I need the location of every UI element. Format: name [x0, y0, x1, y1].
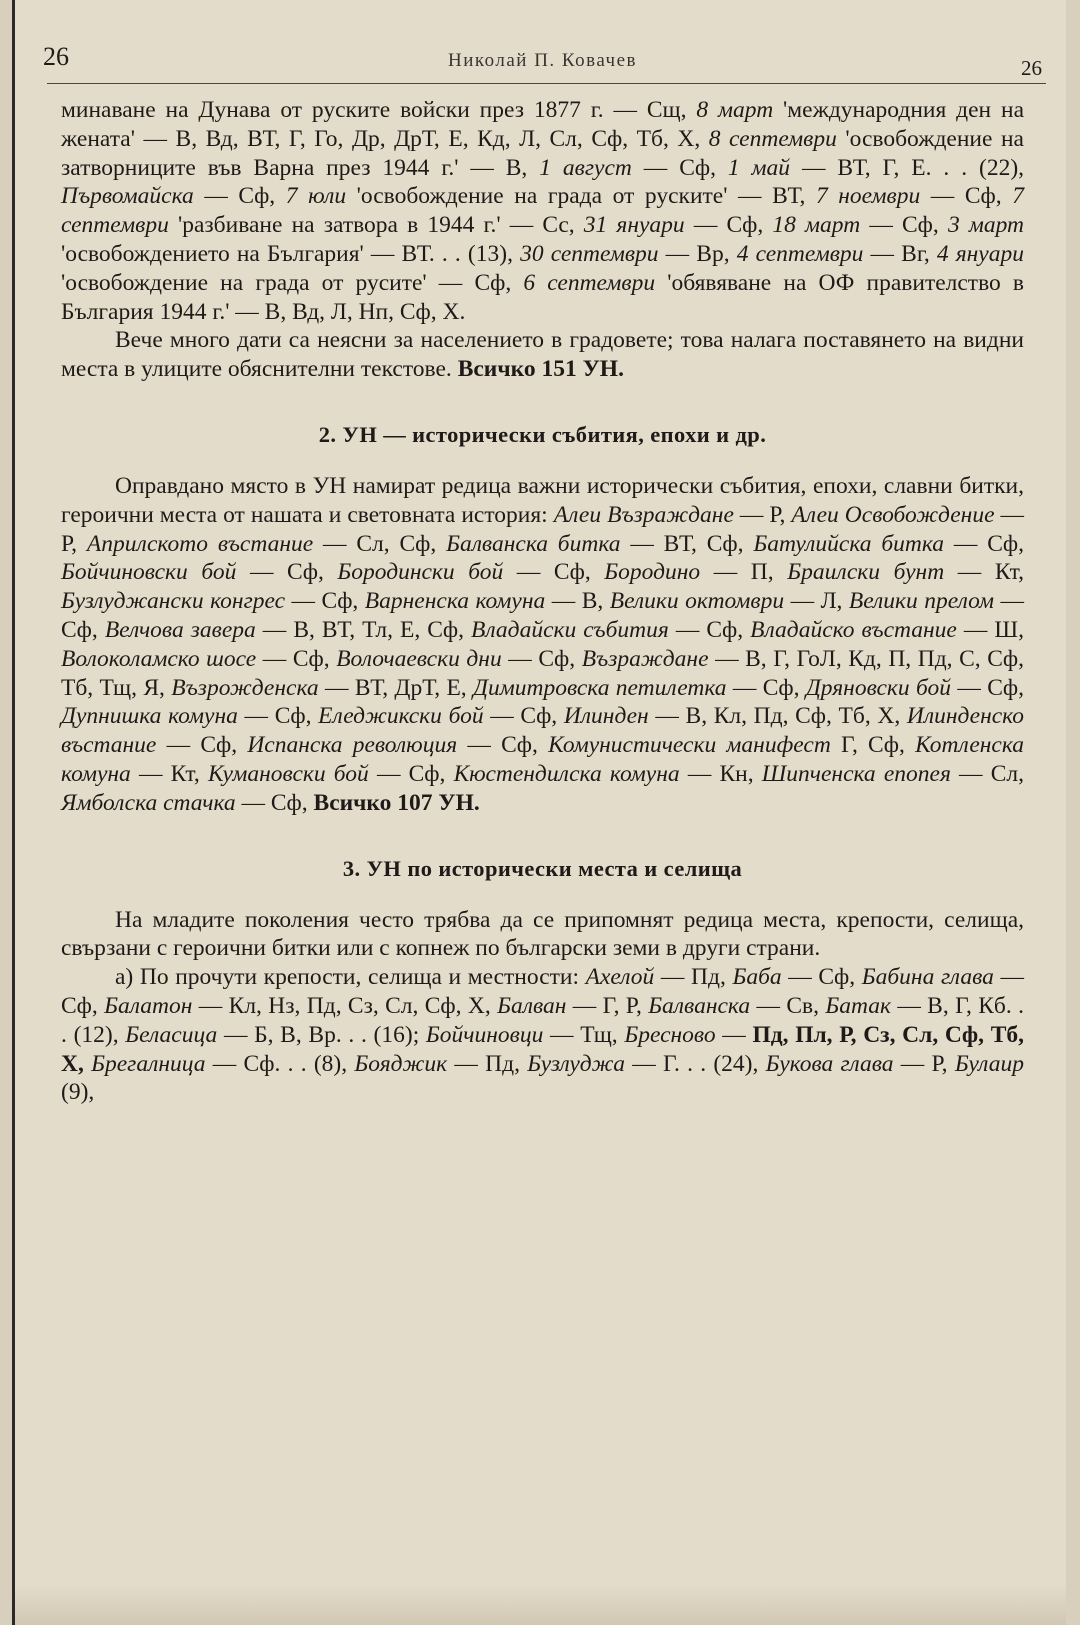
page-number-left: 26 — [43, 42, 69, 71]
header-rule — [47, 83, 1046, 84]
italic-term: 1 август — [539, 154, 632, 181]
text-run: — Сф, — [631, 154, 728, 181]
text-run: — Г, Р, — [566, 992, 649, 1019]
page-number-right: 26 — [1021, 56, 1042, 80]
italic-term: Кумановски бой — [207, 760, 369, 787]
italic-term: Бородино — [604, 559, 701, 586]
text-run: 'обявяване на ОФ правителство в България 1944 г.' — В, Вд, Л, Нп, Сф, Х. — [61, 269, 1024, 325]
text-run: — Сф, — [920, 183, 1013, 210]
italic-term: Балван — [497, 992, 567, 1019]
italic-term: Възраждане — [581, 645, 709, 672]
text-run: — В, Г, ГоЛ, Кд, П, Пд, С, Сф, Тб, Тщ, Я, — [61, 645, 1024, 701]
italic-term: Алеи Възраждане — [553, 501, 734, 528]
text-run: — Р, — [893, 1050, 955, 1077]
text-run: — Сф, — [193, 183, 286, 210]
text-run: 'освобождение на затворниците във Варна през 1944 г.' — В, — [61, 125, 1024, 181]
italic-term: Възрожденска — [171, 674, 319, 701]
text-run: — Сф, — [156, 732, 248, 759]
italic-term: 8 септември — [708, 125, 837, 152]
italic-term: Батак — [825, 992, 891, 1019]
bold-text: Всичко 107 УН. — [313, 789, 480, 816]
text-run: (9), — [61, 1079, 95, 1106]
italic-term: 18 март — [772, 212, 861, 239]
italic-term: Владайско въстание — [750, 616, 957, 643]
running-head-author: Николай П. Ковачев — [447, 50, 638, 71]
italic-term: Котленска комуна — [61, 732, 1025, 787]
text-run: — В, Г, Кб. . . (12), — [61, 992, 1024, 1048]
italic-term: 30 септември — [520, 240, 659, 267]
italic-term: Батулийска битка — [753, 530, 945, 557]
italic-term: 3 март — [947, 212, 1024, 239]
italic-term: Комунистически манифест — [548, 732, 831, 759]
section-heading-historical-events: 2. УН — исторически събития, епохи и др. — [318, 421, 767, 447]
italic-term: Брегалница — [91, 1050, 206, 1077]
italic-term: Бояджик — [354, 1050, 448, 1077]
text-run: — ВТ, ДрТ, Е, — [318, 674, 474, 701]
text-run: 'освобождение на града от русите' — Сф, — [61, 269, 524, 296]
text-run: — Сф, — [860, 212, 948, 239]
italic-term: Бузлуджански конгрес — [61, 588, 286, 615]
text-run: — Тщ, — [543, 1021, 625, 1048]
italic-term: 4 септември — [736, 240, 864, 267]
text-run: — ВТ, Сф, — [620, 530, 754, 557]
text-run: — Сф, — [944, 530, 1024, 557]
italic-term: Кюстендилска комуна — [453, 760, 680, 787]
text-run: — Сф, — [457, 732, 549, 759]
text-run: — Сф, — [236, 559, 338, 586]
italic-term: Първомайска — [61, 183, 194, 210]
text-run: минаване на Дунава от руските войски през 1877 г. — Сщ, — [61, 97, 697, 123]
paragraph-fortresses-list — [61, 963, 1024, 1107]
text-run: — Сф, — [726, 674, 806, 701]
paragraph-dates-list — [61, 96, 1024, 326]
text-run: — Л, — [784, 588, 849, 615]
italic-term: 6 септември — [523, 269, 656, 296]
italic-term: Велчова завера — [104, 616, 256, 643]
bold-text: Всичко 151 УН. — [457, 356, 624, 383]
italic-term: Браилски бунт — [787, 559, 945, 586]
book-page — [12, 0, 1066, 1625]
text-run: — Сф, — [501, 645, 582, 672]
paragraph-places-intro — [61, 906, 1024, 964]
italic-term: Димитровска петилетка — [473, 674, 727, 701]
text-run: Г, Сф, — [830, 732, 916, 759]
text-run: — Б, В, Вр. . . (16); — [217, 1021, 426, 1048]
text-run: — Р, — [733, 501, 792, 528]
text-run: — Св, — [750, 992, 826, 1019]
text-run: — ВТ, Г, Е. . . (22), — [790, 154, 1025, 181]
text-run: — Пд, — [447, 1050, 528, 1077]
text-run: 'освобождението на България' — ВТ. . . (13), — [61, 240, 521, 267]
text-run: — Пд, — [654, 964, 733, 991]
text-run: — Сф, — [668, 616, 751, 643]
text-run: — Сл, Сф, — [313, 530, 447, 557]
italic-term: 31 януари — [583, 212, 685, 239]
text-run: — Вр, — [658, 240, 737, 267]
text-run: — Кт, — [130, 760, 208, 787]
text-run: — Сф, — [684, 212, 773, 239]
italic-term: Бородински бой — [337, 559, 504, 586]
text-run: — Сф, — [503, 559, 605, 586]
bold-text: Пд, Пл, Р, Сз, Сл, Сф, Тб, Х, — [61, 1021, 1024, 1077]
italic-term: 7 ноември — [815, 183, 921, 210]
italic-term: Велики прелом — [848, 588, 995, 615]
italic-term: 8 март — [696, 97, 774, 123]
italic-term: Бойчиновци — [425, 1021, 544, 1048]
italic-term: 4 януари — [936, 240, 1024, 267]
italic-term: Балванска — [648, 992, 751, 1019]
text-run: — Ш, — [956, 616, 1025, 643]
italic-term: Булаир — [954, 1050, 1024, 1077]
italic-term: Бойчиновски бой — [61, 559, 237, 586]
text-run: — Р, — [61, 501, 1025, 557]
text-run: — Сф, — [285, 588, 365, 615]
text-run: — — [715, 1021, 753, 1048]
text-run: — Кл, Нз, Пд, Сз, Сл, Сф, Х, — [192, 992, 498, 1019]
italic-term: Балатон — [104, 992, 193, 1019]
section-heading-historical-places: 3. УН по исторически места и селища — [342, 855, 743, 881]
page-header — [43, 38, 1042, 82]
text-run: — Сл, — [950, 760, 1024, 787]
italic-term: Ахелой — [585, 964, 655, 991]
italic-term: Априлското въстание — [86, 530, 314, 557]
italic-term: Шипченска епопея — [761, 760, 951, 787]
italic-term: Букова глава — [765, 1050, 894, 1077]
text-run: — Кт, — [944, 559, 1024, 586]
text-run: — Сф, — [781, 964, 862, 991]
text-run: — Сф, — [61, 588, 1024, 643]
text-run: — Сф, — [951, 674, 1024, 701]
italic-term: Велики октомври — [609, 588, 785, 615]
text-run: 'международния ден на жената' — В, Вд, ВТ, Г, Го, Др, ДрТ, Е, Кд, Л, Сл, Сф, Тб, Х, — [61, 97, 1024, 152]
text-run: 'разбиване на затвора в 1944 г.' — Сс, — [168, 212, 584, 239]
text-run: На младите поколения често трябва да се припомнят редица места, крепости, селища, свързани с героични битки или с копнеж по български земи в други страни. — [61, 906, 1024, 962]
text-run: а) По прочути крепости, селища и местности: — [115, 964, 586, 991]
paragraph-historical-events — [61, 472, 1024, 818]
italic-term: Еледжикски бой — [318, 703, 484, 730]
italic-term: Варненска комуна — [364, 588, 546, 615]
page-body — [61, 96, 1024, 1107]
text-run: Вече много дати са неясни за населението в градовете; това налага поставянето на видни места в улиците обяснителни текстове. — [61, 327, 1024, 383]
text-run: Оправдано място в УН намират редица важни исторически събития, епохи, славни битки, героични места от нашата и световната история: — [61, 472, 1024, 528]
italic-term: Баба — [732, 964, 782, 991]
italic-term: Балванска битка — [446, 530, 621, 557]
text-run: — В, Кл, Пд, Сф, Тб, Х, — [648, 703, 907, 730]
text-run: — В, — [545, 588, 610, 615]
text-run: — Сф, — [237, 703, 319, 730]
italic-term: 7 юли — [285, 183, 347, 210]
text-run: — Кн, — [679, 760, 762, 787]
italic-term: Ямболска стачка — [61, 789, 236, 816]
text-run: — Сф. . . (8), — [205, 1050, 355, 1077]
text-run: — Сф, — [256, 645, 337, 672]
text-run: — Сф, — [61, 964, 1024, 1019]
page-bottom-shadow — [15, 1585, 1066, 1625]
italic-term: Илинден — [563, 703, 649, 730]
italic-term: Волочаевски дни — [336, 645, 502, 672]
italic-term: Алеи Освобождение — [791, 501, 995, 528]
italic-term: Испанска революция — [247, 732, 458, 759]
text-run: — Сф, — [483, 703, 564, 730]
italic-term: Волоколамско шосе — [61, 645, 257, 672]
italic-term: Дряновски бой — [805, 674, 951, 701]
italic-term: Владайски събития — [471, 616, 669, 643]
italic-term: Беласица — [125, 1021, 218, 1048]
text-run: — В, ВТ, Тл, Е, Сф, — [255, 616, 472, 643]
text-run: — П, — [700, 559, 788, 586]
italic-term: 7 септември — [61, 183, 1024, 239]
text-run: 'освобождение на града от руските' — ВТ, — [346, 183, 816, 210]
italic-term: Дупнишка комуна — [61, 703, 238, 730]
italic-term: Бузлуджа — [527, 1050, 625, 1077]
italic-term: Илинденско въстание — [61, 703, 1025, 759]
italic-term: Бресново — [624, 1021, 716, 1048]
text-run: — Сф, — [368, 760, 454, 787]
text-run: — Сф, — [235, 789, 314, 816]
paragraph-dates-summary — [61, 326, 1024, 384]
italic-term: 1 май — [727, 154, 791, 181]
text-run: — Г. . . (24), — [624, 1050, 766, 1077]
text-run: — Вг, — [863, 240, 937, 267]
italic-term: Бабина глава — [861, 964, 994, 991]
